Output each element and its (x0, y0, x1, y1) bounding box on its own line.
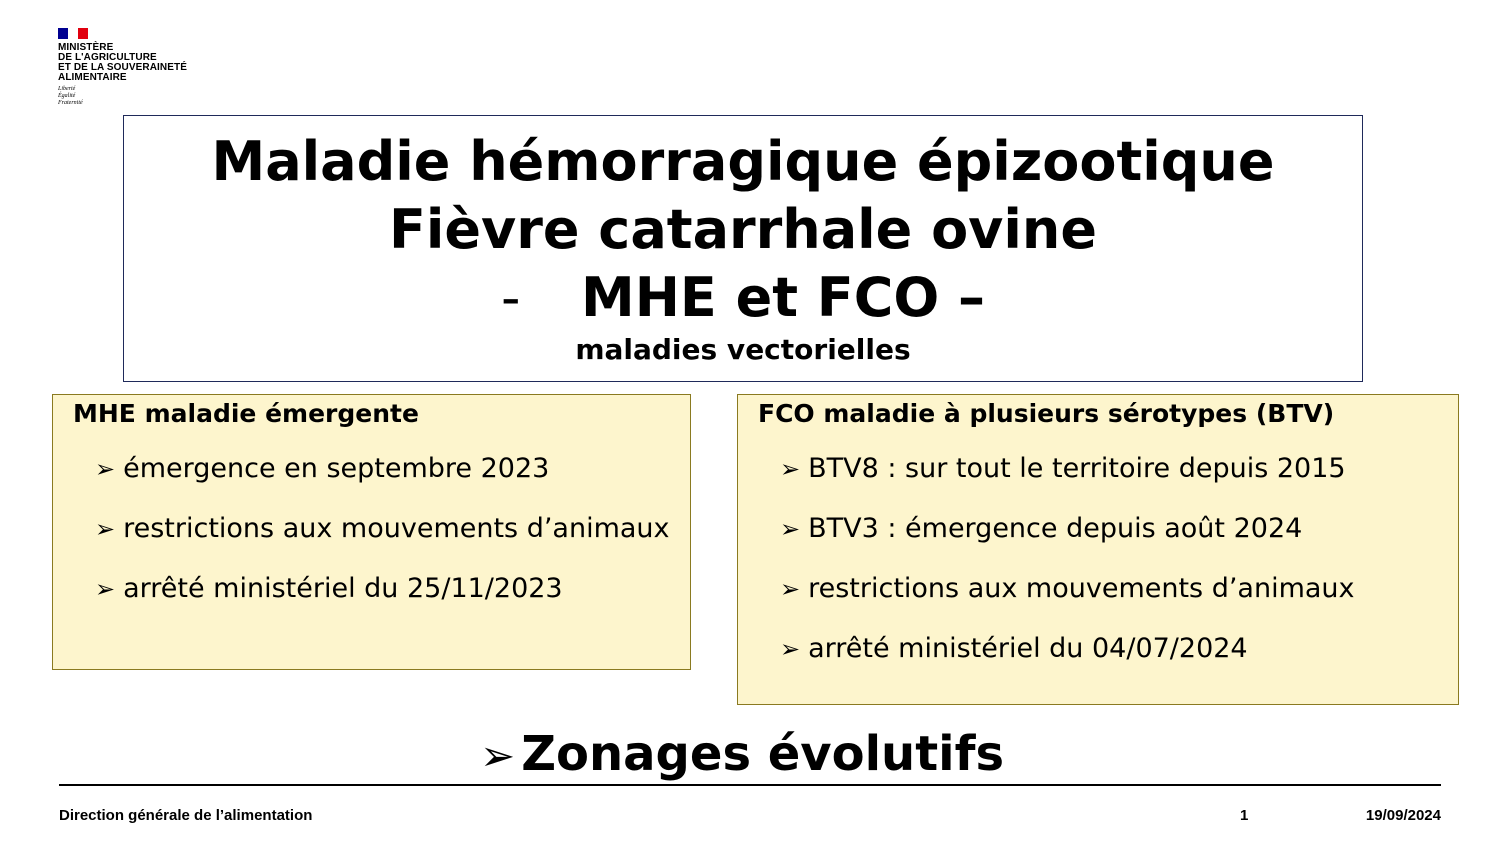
zonages-text: Zonages évolutifs (521, 726, 1005, 782)
ministry-name (58, 43, 187, 83)
motto-line: Fraternité (58, 100, 83, 106)
list-item (95, 571, 690, 607)
list-item-text: arrêté ministériel du 25/11/2023 (123, 573, 563, 604)
fco-list (738, 451, 1458, 667)
list-item (780, 571, 1458, 607)
ministry-line: MINISTÈRE (58, 42, 114, 53)
title-line-2: Fièvre catarrhale ovine (389, 198, 1097, 261)
republic-motto (58, 86, 187, 107)
title-box (123, 115, 1363, 382)
title-dash: - (500, 266, 521, 329)
motto-line: Égalité (58, 93, 76, 99)
ministry-line: DE L'AGRICULTURE (58, 52, 157, 63)
list-item-text: arrêté ministériel du 04/07/2024 (808, 633, 1248, 664)
footer-organization: Direction générale de l’alimentation (59, 807, 313, 824)
list-item-text: BTV8 : sur tout le territoire depuis 2015 (808, 453, 1346, 484)
arrow-bullet-icon: ➢ (95, 515, 116, 543)
arrow-bullet-icon: ➢ (780, 455, 801, 483)
mhe-panel (52, 394, 691, 670)
ministry-logo (58, 28, 187, 107)
ministry-line: ET DE LA SOUVERAINETÉ (58, 62, 187, 73)
list-item-text: BTV3 : émergence depuis août 2024 (808, 513, 1303, 544)
zonages-heading (480, 724, 1004, 786)
footer-divider (59, 784, 1441, 786)
motto-line: Liberté (58, 86, 76, 92)
list-item (780, 511, 1458, 547)
list-item (95, 511, 690, 547)
footer-date: 19/09/2024 (1365, 807, 1441, 824)
french-flag-icon (58, 28, 88, 39)
title-line-1: Maladie hémorragique épizootique (211, 130, 1275, 193)
list-item-text: restrictions aux mouvements d’animaux (123, 513, 670, 544)
list-item (780, 451, 1458, 487)
arrow-bullet-icon: ➢ (95, 575, 116, 603)
arrow-bullet-icon: ➢ (95, 455, 116, 483)
list-item-text: émergence en septembre 2023 (123, 453, 550, 484)
mhe-list (53, 451, 690, 607)
title-acronyms: MHE et FCO – (580, 266, 986, 329)
fco-panel (737, 394, 1459, 705)
list-item (780, 631, 1458, 667)
fco-heading: FCO maladie à plusieurs sérotypes (BTV) (758, 399, 1335, 428)
page-number: 1 (1240, 807, 1249, 824)
subtitle: maladies vectorielles (575, 333, 911, 366)
list-item-text: restrictions aux mouvements d’animaux (808, 573, 1355, 604)
title-line-3 (124, 264, 1362, 332)
arrow-bullet-icon: ➢ (780, 575, 801, 603)
arrow-bullet-icon: ➢ (780, 515, 801, 543)
arrow-bullet-icon: ➢ (780, 635, 801, 663)
arrow-bullet-icon: ➢ (480, 731, 516, 780)
mhe-heading: MHE maladie émergente (73, 399, 419, 428)
list-item (95, 451, 690, 487)
ministry-line: ALIMENTAIRE (58, 72, 127, 83)
